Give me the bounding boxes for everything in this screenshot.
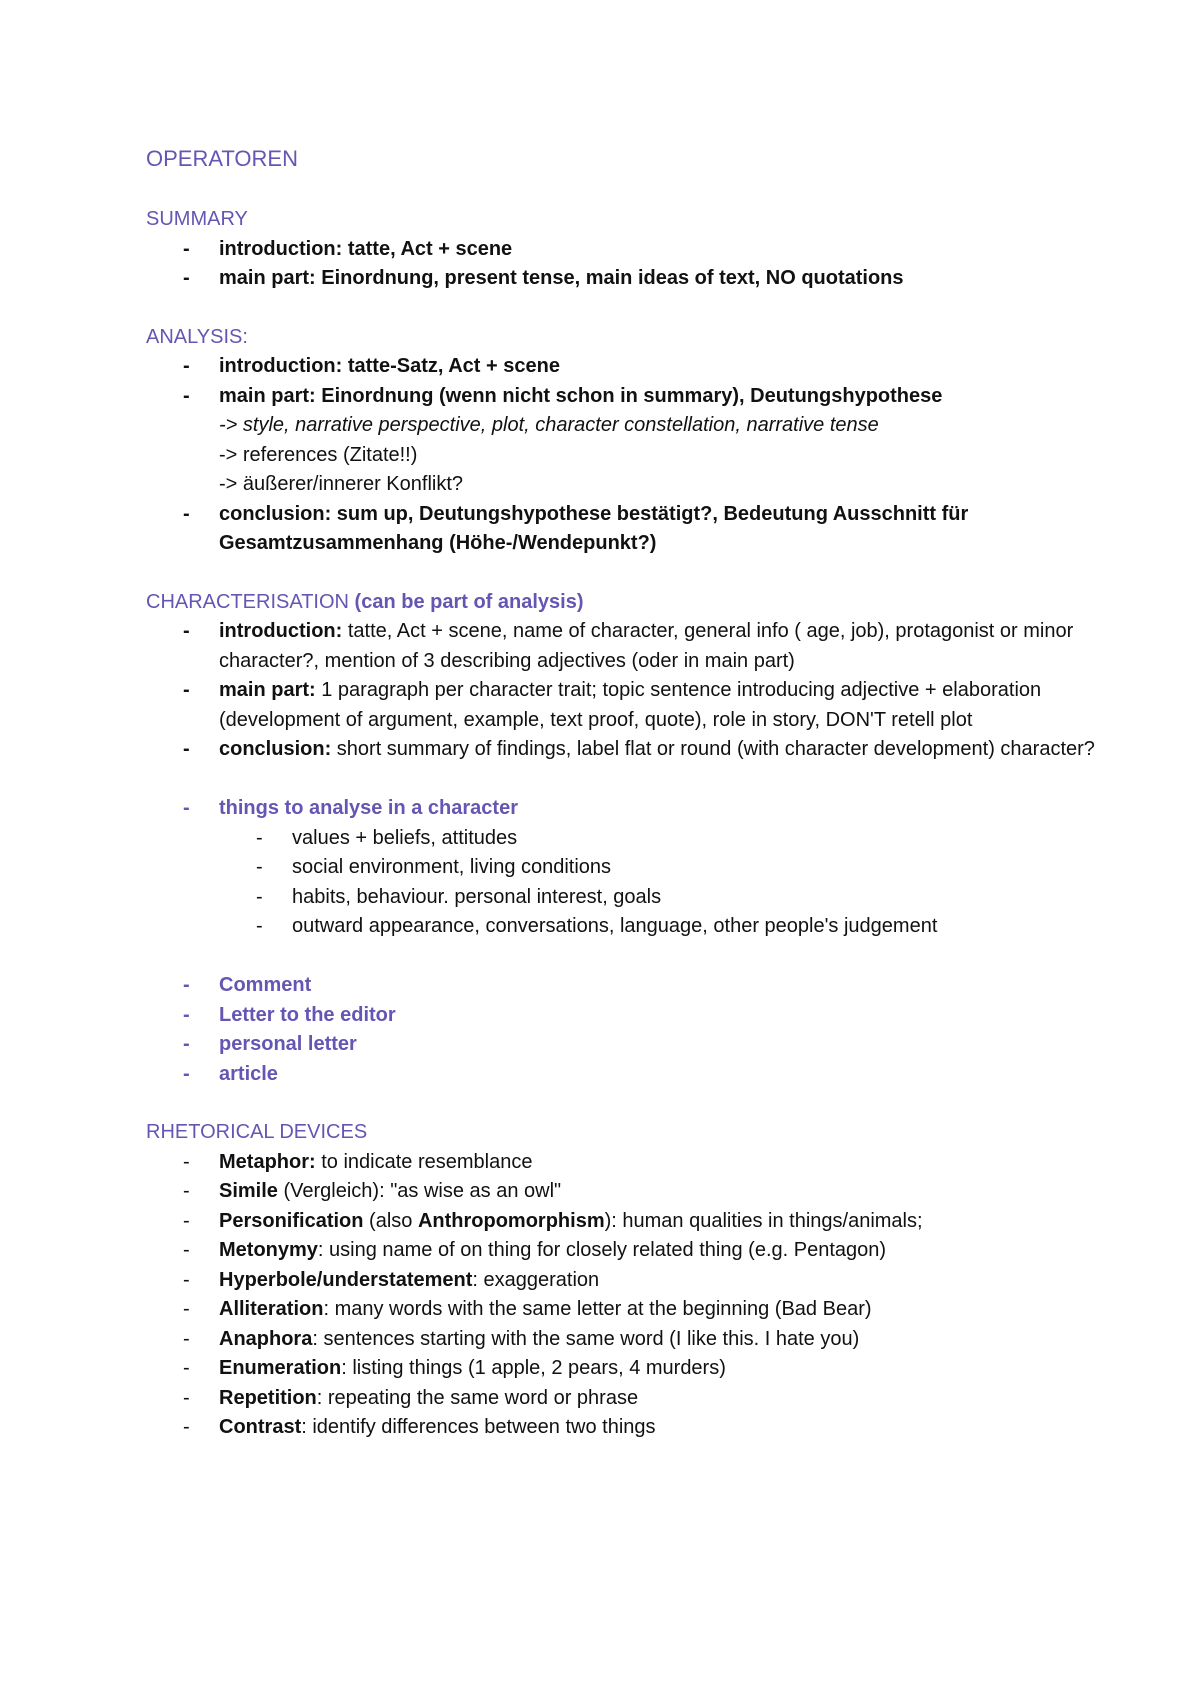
rhetorical-device-item: - Enumeration: listing things (1 apple, 2 pears, 4 murders) — [183, 1357, 726, 1379]
device-definition: (also — [363, 1209, 418, 1232]
rhetorical-device-item: - Metonymy: using name of on thing for closely related thing (e.g. Pentagon) — [183, 1239, 887, 1261]
rhetorical-device-item: - Hyperbole/understatement: exaggeration — [183, 1268, 600, 1291]
device-term: Repetition — [219, 1386, 317, 1409]
summary-item-label: introduction: tatte, Act + scene — [219, 237, 513, 260]
device-definition: : using name of on thing for closely related thing (e.g. Pentagon) — [317, 1239, 887, 1261]
summary-section — [146, 205, 1106, 294]
document-content — [146, 144, 1106, 1472]
device-definition: (Vergleich): "as wise as an owl" — [277, 1180, 562, 1202]
list-item: - conclusion: short summary of findings, label flat or round (with character development) character? — [183, 738, 1095, 760]
things-heading: things to analyse in a character — [219, 797, 518, 819]
summary-heading: SUMMARY — [146, 208, 248, 230]
device-term: Metonymy — [219, 1239, 318, 1261]
rhetorical-device-item: - Alliteration: many words with the same letter at the beginning (Bad Bear) — [183, 1298, 872, 1320]
device-term: Alliteration — [219, 1298, 324, 1320]
text-type-label: Letter to the editor — [219, 1003, 396, 1026]
rhetorical-device-item: - Contrast: identify differences between two things — [183, 1416, 656, 1438]
text-type-item: - article — [183, 1062, 278, 1085]
list-item: - main part: Einordnung (wenn nicht schon in summary), Deutungshypothese — [183, 384, 943, 407]
device-term: Enumeration — [219, 1357, 342, 1379]
list-item: - main part: 1 paragraph per character trait; topic sentence introducing adjective + elaboration (development of argument, example, text proof, quote), role in story, DON'T retell plot — [183, 679, 1042, 731]
text-type-item: - Letter to the editor — [183, 1003, 396, 1026]
characterisation-heading-note: (can be part of analysis) — [354, 590, 584, 613]
list-item: - introduction: tatte, Act + scene, name of character, general info ( age, job), protagonist or minor character?, mention of 3 describing adjectives (oder in main part) — [183, 620, 1074, 672]
device-definition: ): human qualities in things/animals; — [604, 1209, 923, 1232]
rhetorical-section — [146, 1118, 1106, 1443]
characterisation-heading-text: CHARACTERISATION — [146, 590, 349, 613]
item-text: short summary of findings, label flat or round (with character development) character? — [331, 738, 1095, 760]
text-type-item: - Comment — [183, 974, 312, 996]
item-text: 1 paragraph per character trait; topic sentence introducing adjective + elaboration (development of argument, example, text proof, quote), role in story, DON'T retell plot — [219, 679, 1042, 731]
things-item-text: outward appearance, conversations, language, other people's judgement — [292, 915, 938, 937]
device-term: Metaphor: — [219, 1150, 316, 1173]
device-definition: : repeating the same word or phrase — [316, 1386, 639, 1409]
analysis-main: main part: Einordnung (wenn nicht schon in summary), Deutungshypothese — [219, 384, 943, 407]
device-term: Anthropomorphism — [417, 1209, 605, 1232]
list-item: - conclusion: sum up, Deutungshypothese bestätigt?, Bedeutung Ausschnitt für Gesamtzusammenhang (Höhe-/Wendepunkt?) — [183, 502, 969, 554]
things-item-text: social environment, living conditions — [292, 856, 612, 878]
item-label: main part: — [219, 679, 316, 701]
item-label: introduction: — [219, 620, 343, 642]
list-item: - introduction: tatte-Satz, Act + scene — [183, 355, 560, 377]
text-type-label: Comment — [219, 974, 312, 996]
list-item: - things to analyse in a character — [183, 797, 518, 819]
analysis-section — [146, 323, 1106, 559]
rhetorical-device-list — [146, 1148, 1106, 1443]
analysis-heading: ANALYSIS: — [146, 325, 248, 348]
analysis-sub-item: -> style, narrative perspective, plot, character constellation, narrative tense — [219, 414, 879, 436]
analysis-intro: introduction: tatte-Satz, Act + scene — [219, 355, 560, 377]
characterisation-heading — [146, 588, 1106, 618]
device-term: Simile — [219, 1180, 278, 1202]
text-type-label: article — [219, 1062, 278, 1085]
device-definition: : many words with the same letter at the beginning (Bad Bear) — [323, 1298, 872, 1320]
things-item: - habits, behaviour. personal interest, goals — [256, 885, 662, 908]
list-item: - introduction: tatte, Act + scene — [183, 237, 513, 260]
rhetorical-device-item: - Simile (Vergleich): "as wise as an owl" — [183, 1180, 562, 1202]
summary-item-label: main part: Einordnung, present tense, main ideas of text, NO quotations — [219, 267, 904, 289]
rhetorical-device-item: - Personification (also Anthropomorphism): human qualities in things/animals; — [183, 1209, 923, 1232]
things-item: - social environment, living conditions — [256, 856, 612, 878]
device-definition: : listing things (1 apple, 2 pears, 4 murders) — [341, 1357, 726, 1379]
list-item: - main part: Einordnung, present tense, main ideas of text, NO quotations — [183, 267, 904, 289]
device-term: Hyperbole/understatement — [219, 1268, 473, 1291]
item-label: conclusion: — [219, 738, 332, 760]
analysis-conclusion: conclusion: sum up, Deutungshypothese bestätigt?, Bedeutung Ausschnitt für Gesamtzusammenhang (Höhe-/Wendepunkt?) — [219, 502, 969, 554]
rhetorical-device-item: - Anaphora: sentences starting with the same word (I like this. I hate you) — [183, 1327, 860, 1350]
item-text: tatte, Act + scene, name of character, general info ( age, job), protagonist or minor character?, mention of 3 describing adjectives (oder in main part) — [219, 620, 1074, 672]
things-item: - values + beliefs, attitudes — [256, 826, 518, 849]
device-definition: : sentences starting with the same word (I like this. I hate you) — [312, 1327, 860, 1350]
analysis-sub-item: -> äußerer/innerer Konflikt? — [219, 473, 464, 495]
things-item-text: values + beliefs, attitudes — [292, 826, 518, 849]
rhetorical-device-item: - Repetition: repeating the same word or phrase — [183, 1386, 639, 1409]
device-definition: : exaggeration — [472, 1268, 600, 1291]
device-term: Anaphora — [219, 1327, 313, 1350]
rhetorical-heading: RHETORICAL DEVICES — [146, 1121, 368, 1143]
device-definition: : identify differences between two things — [301, 1416, 656, 1438]
rhetorical-device-item: - Metaphor: to indicate resemblance — [183, 1150, 533, 1173]
text-type-item: - personal letter — [183, 1033, 357, 1055]
things-item-text: habits, behaviour. personal interest, goals — [292, 885, 662, 908]
characterisation-section — [146, 588, 1106, 1090]
device-term: Contrast — [219, 1416, 302, 1438]
page-title: OPERATOREN — [146, 146, 298, 171]
things-item: - outward appearance, conversations, language, other people's judgement — [256, 915, 938, 937]
text-type-label: personal letter — [219, 1033, 357, 1055]
device-definition: to indicate resemblance — [315, 1150, 533, 1173]
analysis-sub-item: -> references (Zitate!!) — [219, 443, 418, 466]
device-term: Personification — [219, 1209, 364, 1232]
